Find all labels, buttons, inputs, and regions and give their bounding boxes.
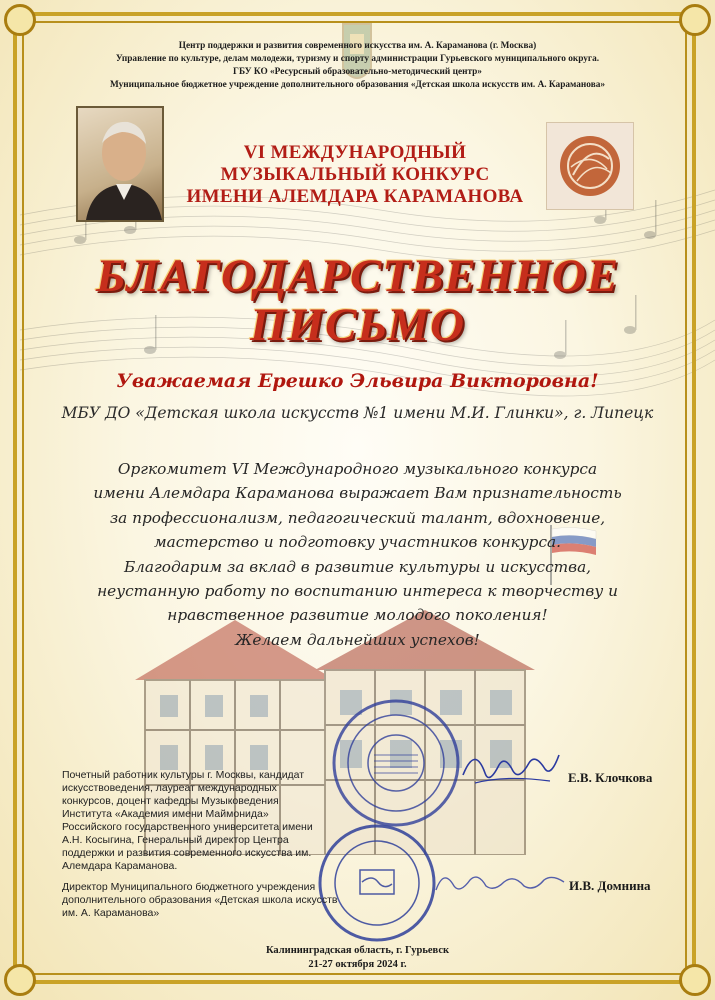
event-footer — [200, 944, 515, 972]
event-dates: 21-27 октября 2024 г. — [308, 959, 407, 970]
body-line: Благодарим за вклад в развитие культуры и искусства, — [123, 557, 592, 576]
competition-title-line: VI МЕЖДУНАРОДНЫЙ — [243, 142, 467, 163]
letter-title — [40, 252, 675, 350]
letter-title-line: ПИСЬМО — [249, 299, 466, 351]
frame-corner-ornament — [4, 4, 36, 36]
competition-title-line: МУЗЫКАЛЬНЫЙ КОНКУРС — [220, 164, 490, 185]
frame-corner-ornament — [4, 964, 36, 996]
body-line: неустанную работу по воспитанию интереса к творчеству и — [97, 582, 618, 601]
header-line: Центр поддержки и развития современного искусства им. А. Караманова (г. Москва) — [178, 41, 537, 51]
composer-portrait — [76, 106, 164, 222]
signatory-1-title: Почетный работник культуры г. Москвы, кандидат искусствоведения, лауреат международных конкурсов, доцент кафедры Музыковедения Института «Академия имени Маймонида» Российского государственного университета имени А.Н. Косыгина, Генеральный директор Центра поддержки и развития современного искусства им. Алемдара Караманова. — [62, 769, 313, 872]
signatory-1-name: Е.В. Клочкова — [568, 770, 653, 785]
round-stamp-center — [330, 697, 462, 829]
body-line: Желаем дальнейших успехов! — [235, 630, 480, 649]
event-location: Калининградская область, г. Гурьевск — [265, 945, 450, 956]
frame-corner-ornament — [679, 964, 711, 996]
body-line: имени Алемдара Караманова выражает Вам признательность — [93, 484, 622, 503]
signature-klochkova — [455, 735, 565, 795]
signatory-2-title: Директор Муниципального бюджетного учреждения дополнительного образования «Детская школа искусств им. А. Караманова» — [62, 881, 338, 919]
issuing-organizations — [60, 40, 655, 92]
header-line: Управление по культуре, делам молодежи, туризму и спорту администрации Гурьевского муниципального округа. — [115, 54, 600, 64]
signatory-2-name: И.В. Домнина — [569, 878, 651, 893]
header-line: ГБУ КО «Ресурсный образовательно-методический центр» — [233, 67, 482, 77]
header-line: Муниципальное бюджетное учреждение дополнительного образования «Детская школа искусств им. А. Караманова» — [109, 80, 606, 90]
recipient-organization: МБУ ДО «Детская школа искусств №1 имени М.И. Глинки», г. Липецк — [61, 404, 654, 422]
signature-domnina — [430, 862, 570, 902]
body-line: Оргкомитет VI Международного музыкального конкурса — [117, 460, 598, 478]
body-line: нравственное развитие молодого поколения! — [167, 606, 548, 625]
competition-title-line: ИМЕНИ АЛЕМДАРА КАРАМАНОВА — [186, 186, 524, 207]
body-line: за профессионализм, педагогический талант, вдохновение, — [109, 508, 606, 527]
frame-corner-ornament — [679, 4, 711, 36]
letter-title-line: БЛАГОДАРСТВЕННОЕ — [95, 250, 620, 302]
letter-body — [45, 457, 670, 652]
competition-logo — [546, 122, 634, 210]
competition-title — [165, 142, 545, 208]
body-line: мастерство и подготовку участников конкурса. — [153, 533, 562, 552]
recipient-salutation: Уважаемая Ерешко Эльвира Викторовна! — [116, 370, 599, 392]
